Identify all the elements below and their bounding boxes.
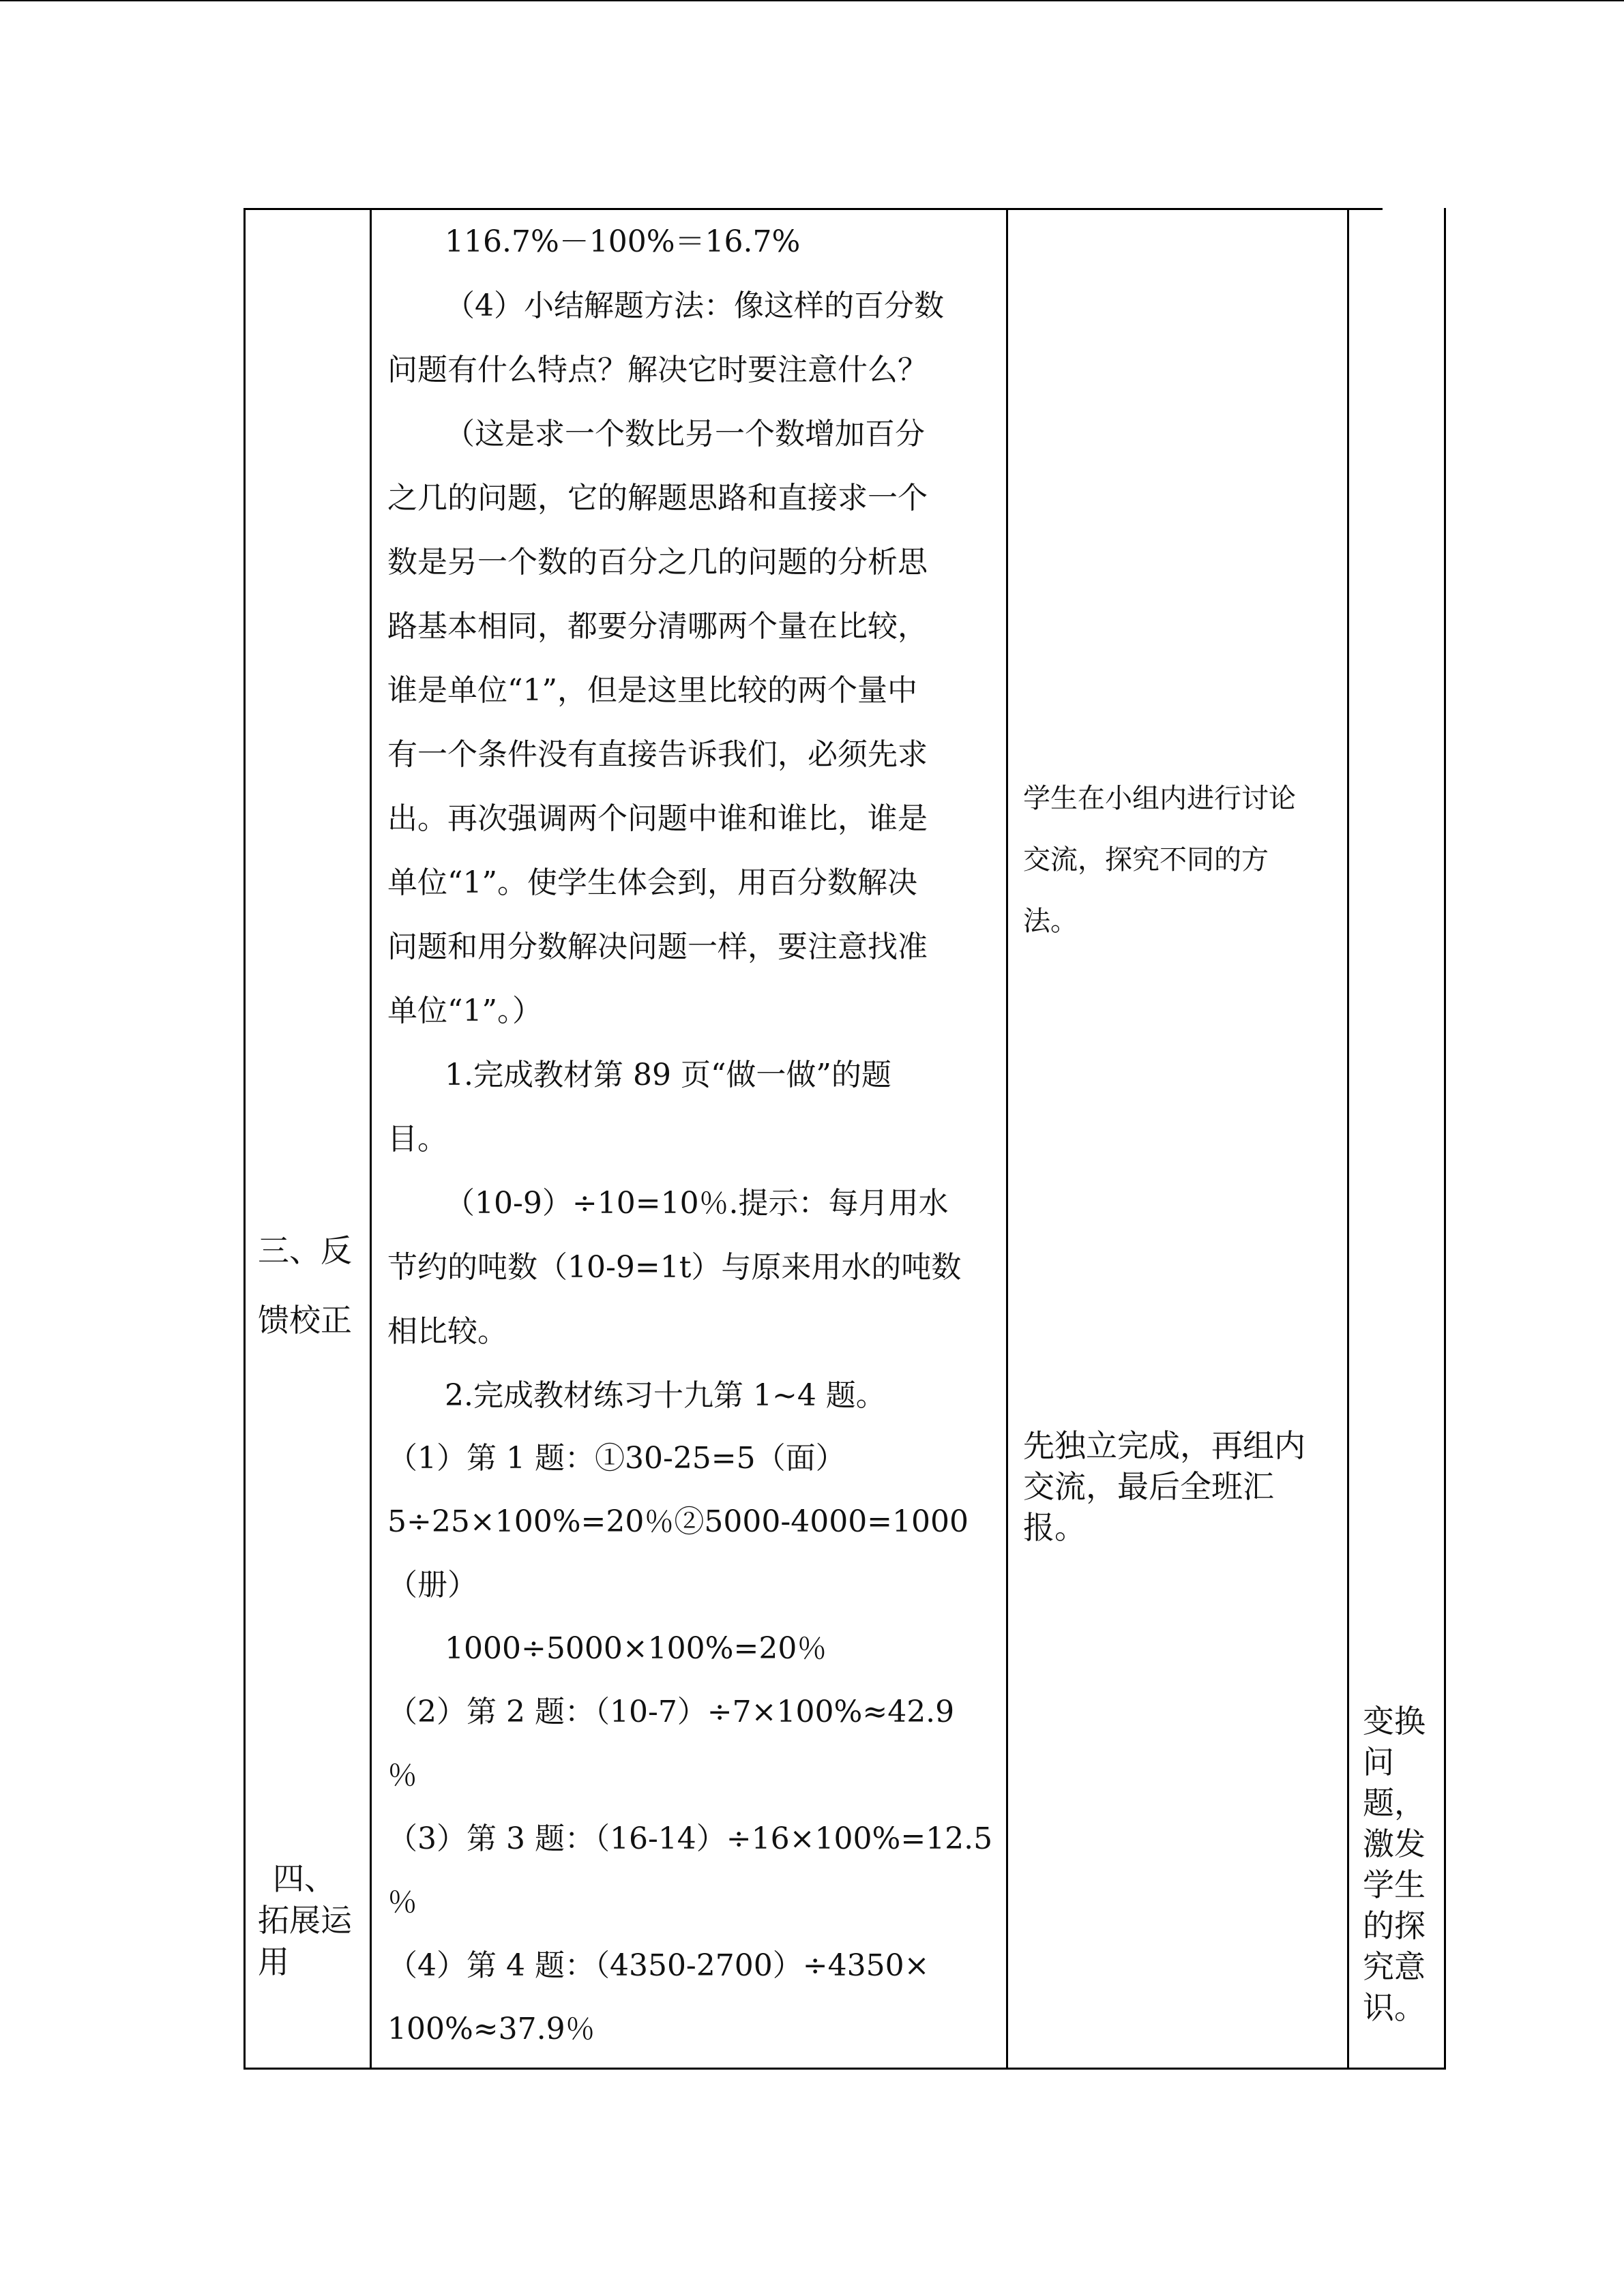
table-right-border: [1444, 208, 1446, 2070]
content-line: 问题有什么特点？解决它时要注意什么？: [387, 353, 928, 387]
content-line: （4）小结解题方法：像这样的百分数: [445, 288, 944, 323]
content-line: 2.完成教材练习十九第 1~4 题。: [445, 1378, 886, 1413]
content-line: （1）第 1 题：①30-25=5（面）: [387, 1441, 846, 1476]
table-bottom-border: [243, 2068, 1445, 2070]
content-line: 谁是单位“1”，但是这里比较的两个量中: [387, 673, 917, 708]
content-line: （册）: [387, 1568, 477, 1602]
content-line: ％: [387, 1758, 417, 1793]
student-activity-1-line-3: 法。: [1023, 906, 1078, 937]
content-line: （4）第 4 题：（4350-2700）÷4350×: [387, 1948, 930, 1983]
student-activity-1-line-1: 学生在小组内进行讨论: [1023, 783, 1296, 814]
page-top-border: [0, 0, 1624, 1]
content-line: 单位“1”。）: [387, 994, 542, 1028]
design-intent-line: 变换: [1363, 1703, 1426, 1740]
design-intent-line: 问: [1363, 1744, 1394, 1780]
content-line: 1000÷5000×100%=20％: [445, 1631, 827, 1666]
design-intent-line: 识。: [1363, 1989, 1426, 2026]
content-line: 有一个条件没有直接告诉我们，必须先求: [387, 737, 928, 772]
stage-3-line-2: 馈校正: [258, 1302, 352, 1339]
table-left-border: [243, 208, 246, 2070]
column-divider-3: [1347, 208, 1349, 2070]
content-line: 相比较。: [387, 1314, 507, 1349]
content-line: （10-9）÷10=10％.提示：每月用水: [445, 1186, 949, 1221]
design-intent-line: 学生: [1363, 1866, 1426, 1903]
stage-4-line-3: 用: [258, 1943, 289, 1980]
column-divider-2: [1006, 208, 1008, 2070]
content-line: 100%≈37.9％: [387, 2012, 595, 2046]
content-line: 116.7%－100%＝16.7%: [445, 224, 801, 259]
content-line: （2）第 2 题：（10-7）÷7×100%≈42.9: [387, 1695, 955, 1729]
student-activity-2-line-1: 先独立完成，再组内: [1023, 1427, 1305, 1464]
table-top-border: [243, 208, 1383, 210]
content-line: 目。: [387, 1122, 447, 1157]
content-line: 之几的问题，它的解题思路和直接求一个: [387, 481, 928, 516]
content-line: 5÷25×100%=20％②5000-4000=1000: [387, 1504, 969, 1539]
content-line: （这是求一个数比另一个数增加百分: [445, 417, 925, 451]
content-line: 单位“1”。使学生体会到，用百分数解决: [387, 865, 917, 900]
content-line: （3）第 3 题：（16-14）÷16×100%=12.5: [387, 1821, 993, 1856]
content-line: 数是另一个数的百分之几的问题的分析思: [387, 545, 928, 580]
student-activity-1-line-2: 交流，探究不同的方: [1023, 844, 1269, 876]
student-activity-2-line-3: 报。: [1023, 1509, 1086, 1546]
content-line: 路基本相同，都要分清哪两个量在比较，: [387, 609, 928, 644]
content-line: ％: [387, 1885, 417, 1920]
design-intent-line: 激发: [1363, 1825, 1426, 1862]
content-line: 节约的吨数（10-9=1t）与原来用水的吨数: [387, 1250, 962, 1285]
content-line: 问题和用分数解决问题一样，要注意找准: [387, 929, 928, 964]
student-activity-2-line-2: 交流，最后全班汇: [1023, 1468, 1274, 1505]
content-line: 出。再次强调两个问题中谁和谁比，谁是: [387, 801, 928, 836]
design-intent-line: 的探: [1363, 1907, 1426, 1944]
stage-3-line-1: 三、反: [258, 1232, 352, 1269]
design-intent-line: 究意: [1363, 1948, 1426, 1985]
column-divider-1: [370, 208, 372, 2070]
content-line: 1.完成教材第 89 页“做一做”的题: [445, 1058, 891, 1092]
design-intent-line: 题，: [1363, 1785, 1426, 1821]
stage-4-line-2: 拓展运: [258, 1902, 352, 1939]
stage-4-line-1: 四、: [273, 1860, 336, 1897]
